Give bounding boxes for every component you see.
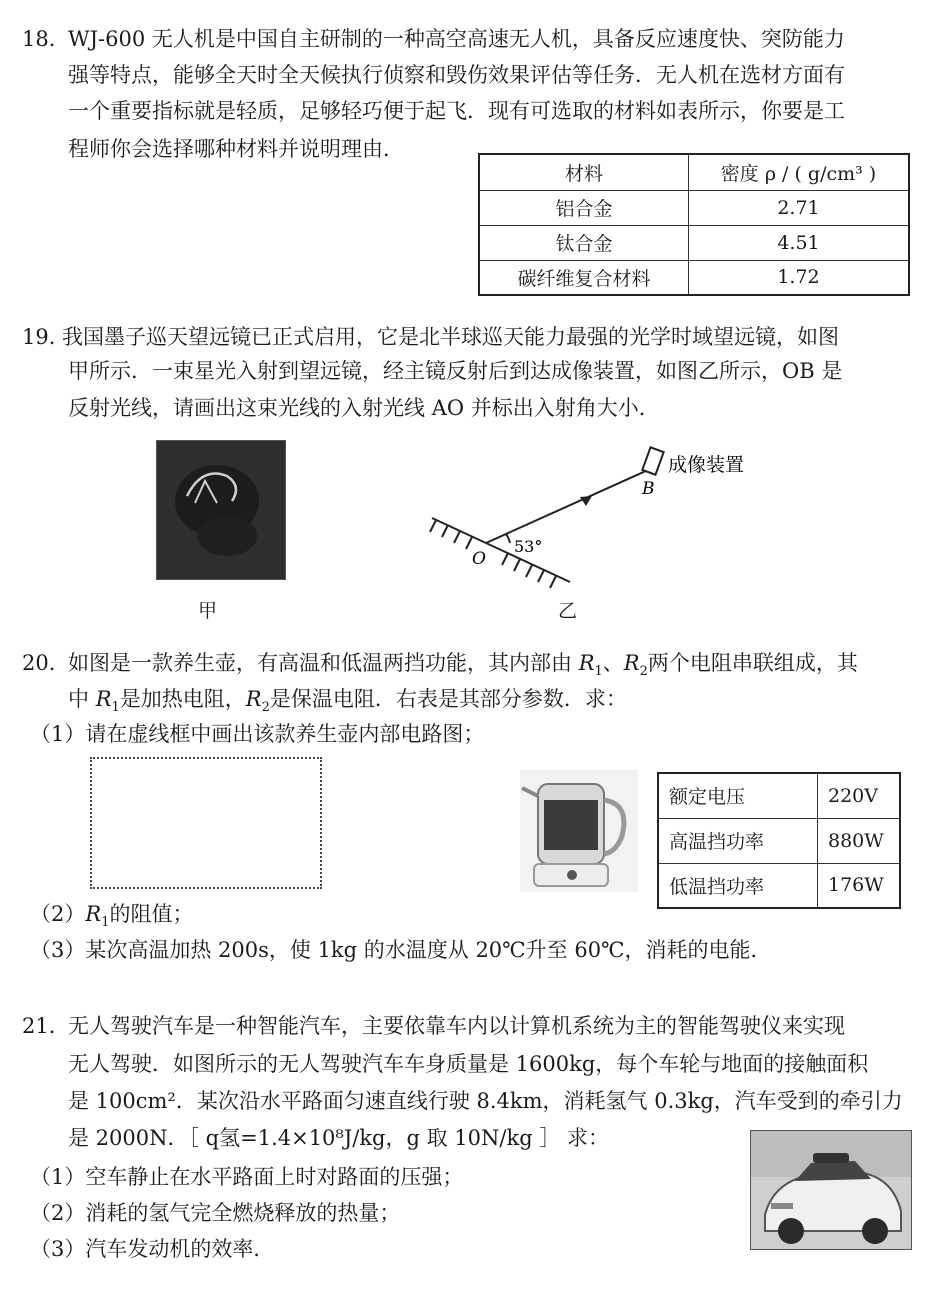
- table-header-density: 密度 ρ / ( g/cm³ ): [689, 154, 910, 190]
- label-angle: 53°: [514, 537, 543, 556]
- circuit-drawing-box[interactable]: [90, 757, 322, 889]
- table-cell-material: 铝合金: [479, 190, 689, 225]
- q19-number: 19.: [22, 325, 56, 349]
- r1-subscript: 1: [101, 915, 110, 931]
- q21-line-1: 无人驾驶汽车是一种智能汽车，主要依靠车内以计算机系统为主的智能驾驶仪来实现: [68, 1014, 845, 1038]
- driverless-car-photo: [750, 1130, 912, 1250]
- label-b: B: [642, 479, 655, 499]
- r2-subscript: 2: [639, 664, 648, 680]
- r2-symbol: R: [623, 651, 640, 675]
- table-cell-material: 碳纤维复合材料: [479, 260, 689, 295]
- r2-subscript: 2: [261, 700, 270, 716]
- q18-materials-table: [478, 153, 910, 296]
- table-cell-density: 2.71: [689, 190, 910, 225]
- telescope-photo: [156, 440, 286, 580]
- q19-line-3: 反射光线，请画出这束光线的入射光线 AO 并标出入射角大小．: [68, 396, 660, 420]
- q20-number: 20.: [22, 651, 56, 675]
- param-value: 220V: [818, 773, 901, 818]
- q21-line-4: 是 2000N．［ q氢=1.4×10⁸J/kg，g 取 10N/kg ］ 求：: [68, 1126, 609, 1150]
- param-value: 880W: [818, 818, 901, 863]
- q20-part-2-prefix: （2）: [30, 902, 86, 926]
- telescope-photo-art: [157, 441, 285, 579]
- mirror-surface: [432, 518, 570, 582]
- param-label: 额定电压: [658, 773, 818, 818]
- q21-part-1: （1）空车静止在水平路面上时对路面的压强；: [30, 1165, 464, 1189]
- r1-subscript: 1: [594, 664, 603, 680]
- r2-symbol: R: [245, 687, 262, 711]
- q20-line-2-text-c: 是保温电阻．右表是其部分参数．求：: [269, 687, 627, 711]
- q20-part-1: （1）请在虚线框中画出该款养生壶内部电路图；: [30, 722, 485, 746]
- q20-line-2: [68, 684, 627, 723]
- label-o: O: [472, 549, 486, 569]
- figure-caption-a: 甲: [198, 600, 218, 622]
- q21-part-2: （2）消耗的氢气完全燃烧释放的热量；: [30, 1201, 401, 1225]
- table-header-material: 材料: [479, 154, 689, 190]
- angle-arc: [506, 534, 510, 543]
- q20-part-2-text: 的阻值；: [109, 902, 194, 926]
- kettle-photo: [520, 770, 638, 892]
- r1-symbol: R: [578, 651, 595, 675]
- figure-caption-b: 乙: [558, 600, 578, 622]
- q20-line-1: [68, 648, 858, 687]
- q19-line-1: 我国墨子巡天望远镜已正式启用，它是北半球巡天能力最强的光学时域望远镜，如图: [62, 325, 839, 349]
- reflection-diagram: [420, 440, 745, 590]
- q18-line-1: WJ-600 无人机是中国自主研制的一种高空高速无人机，具备反应速度快、突防能力: [68, 27, 845, 51]
- param-label: 低温挡功率: [658, 863, 818, 908]
- kettle-art: [520, 770, 638, 892]
- q19-line-2: 甲所示．一束星光入射到望远镜，经主镜反射后到达成像装置，如图乙所示，OB 是: [68, 359, 843, 383]
- table-cell-material: 钛合金: [479, 225, 689, 260]
- q21-line-2: 无人驾驶．如图所示的无人驾驶汽车车身质量是 1600kg，每个车轮与地面的接触面积: [68, 1052, 869, 1076]
- car-art: [751, 1131, 911, 1249]
- param-label: 高温挡功率: [658, 818, 818, 863]
- label-imaging-device: 成像装置: [668, 454, 745, 476]
- q18-line-2: 强等特点，能够全天时全天候执行侦察和毁伤效果评估等任务．无人机在选材方面有: [68, 63, 845, 87]
- r1-symbol: R: [85, 902, 102, 926]
- q21-line-3: 是 100cm²．某次沿水平路面匀速直线行驶 8.4km，消耗氢气 0.3kg，汽车受到的牵引力: [68, 1089, 903, 1113]
- imaging-device: [642, 447, 663, 474]
- param-value: 176W: [818, 863, 901, 908]
- q18-line-3: 一个重要指标就是轻质，足够轻巧便于起飞．现有可选取的材料如表所示，你要是工: [68, 99, 845, 123]
- q20-line-2-text-b: 是加热电阻，: [119, 687, 246, 711]
- q18-number: 18.: [22, 27, 56, 51]
- separator: 、: [602, 651, 624, 675]
- q21-number: 21.: [22, 1014, 56, 1038]
- q21-part-3: （3）汽车发动机的效率．: [30, 1237, 275, 1261]
- q18-line-4: 程师你会选择哪种材料并说明理由．: [68, 137, 404, 161]
- ray-arrowhead: [580, 496, 592, 506]
- q20-line-1-text-a: 如图是一款养生壶，有高温和低温两挡功能，其内部由: [68, 651, 579, 675]
- r1-subscript: 1: [111, 700, 120, 716]
- q20-line-1-text-b: 两个电阻串联组成，其: [647, 651, 858, 675]
- table-cell-density: 1.72: [689, 260, 910, 295]
- r1-symbol: R: [95, 687, 112, 711]
- q20-parameter-table: [657, 772, 901, 909]
- q20-part-3: （3）某次高温加热 200s，使 1kg 的水温度从 20℃升至 60℃，消耗的电能．: [30, 938, 772, 962]
- q20-part-2: [30, 899, 193, 938]
- reflected-ray-ob: [486, 470, 648, 543]
- table-cell-density: 4.51: [689, 225, 910, 260]
- q20-line-2-text-a: 中: [68, 687, 96, 711]
